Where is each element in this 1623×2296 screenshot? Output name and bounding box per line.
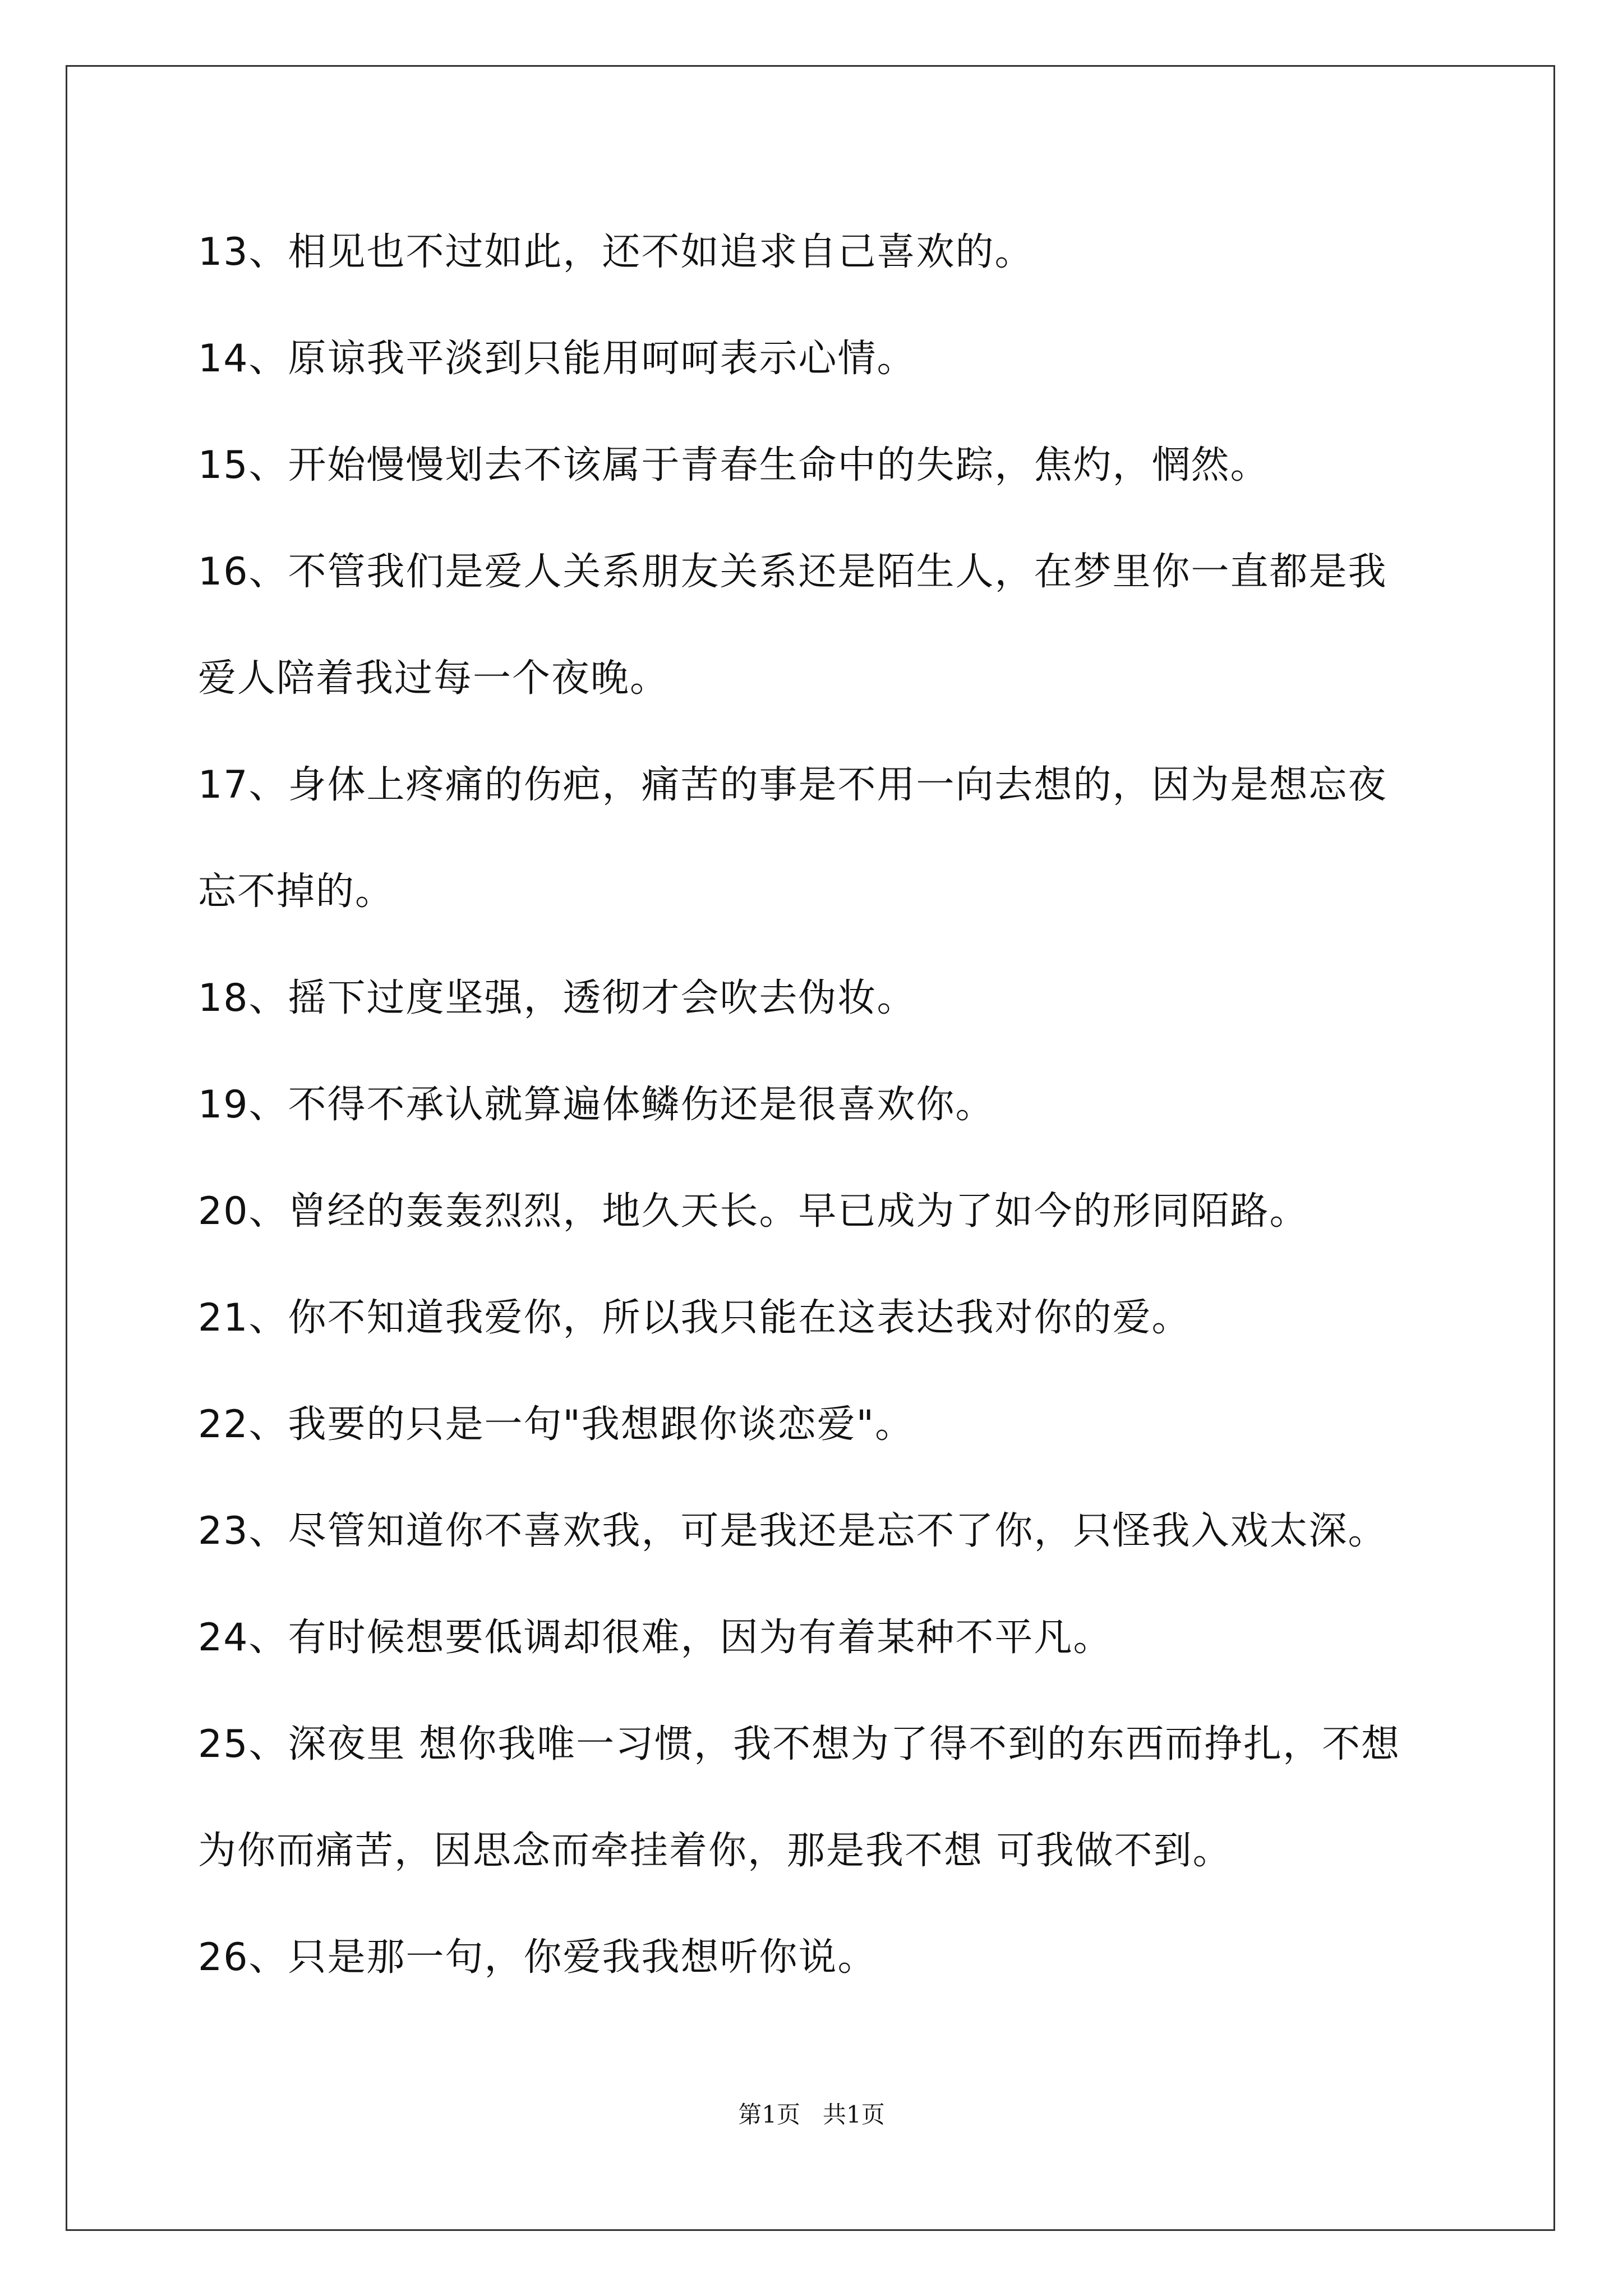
- text-line: 为你而痛苦，因思念而牵挂着你，那是我不想 可我做不到。: [198, 1829, 1232, 1873]
- text-line: 14、原谅我平淡到只能用呵呵表示心情。: [198, 337, 916, 381]
- text-line: 26、只是那一句，你爱我我想听你说。: [198, 1935, 877, 1980]
- page-number: 第1页 共1页: [738, 2101, 885, 2128]
- text-line: 19、不得不承认就算遍体鳞伤还是很喜欢你。: [198, 1083, 995, 1127]
- text-line: 17、身体上疼痛的伤疤，痛苦的事是不用一向去想的，因为是想忘夜: [198, 763, 1387, 807]
- text-line: 爱人陪着我过每一个夜晚。: [198, 656, 670, 701]
- text-line: 16、不管我们是爱人关系朋友关系还是陌生人，在梦里你一直都是我: [198, 550, 1387, 594]
- text-line: 20、曾经的轰轰烈烈，地久天长。早已成为了如今的形同陌路。: [198, 1189, 1309, 1234]
- text-line: 18、摇下过度坚强，透彻才会吹去伪妆。: [198, 976, 916, 1020]
- text-line: 21、你不知道我爱你，所以我只能在这表达我对你的爱。: [198, 1296, 1191, 1340]
- text-line: 22、我要的只是一句"我想跟你谈恋爱"。: [198, 1402, 915, 1447]
- text-line: 23、尽管知道你不喜欢我，可是我还是忘不了你，只怪我入戏太深。: [198, 1509, 1387, 1553]
- document-body: [198, 199, 1460, 2011]
- page-footer: [0, 2098, 1623, 2132]
- text-line: 13、相见也不过如此，还不如追求自己喜欢的。: [198, 230, 1034, 274]
- text-line: 25、深夜里 想你我唯一习惯，我不想为了得不到的东西而挣扎，不想: [198, 1722, 1401, 1766]
- text-line: 15、开始慢慢划去不该属于青春生命中的失踪，焦灼，惘然。: [198, 443, 1270, 487]
- text-line: 忘不掉的。: [198, 869, 395, 914]
- text-line: 24、有时候想要低调却很难，因为有着某种不平凡。: [198, 1616, 1113, 1660]
